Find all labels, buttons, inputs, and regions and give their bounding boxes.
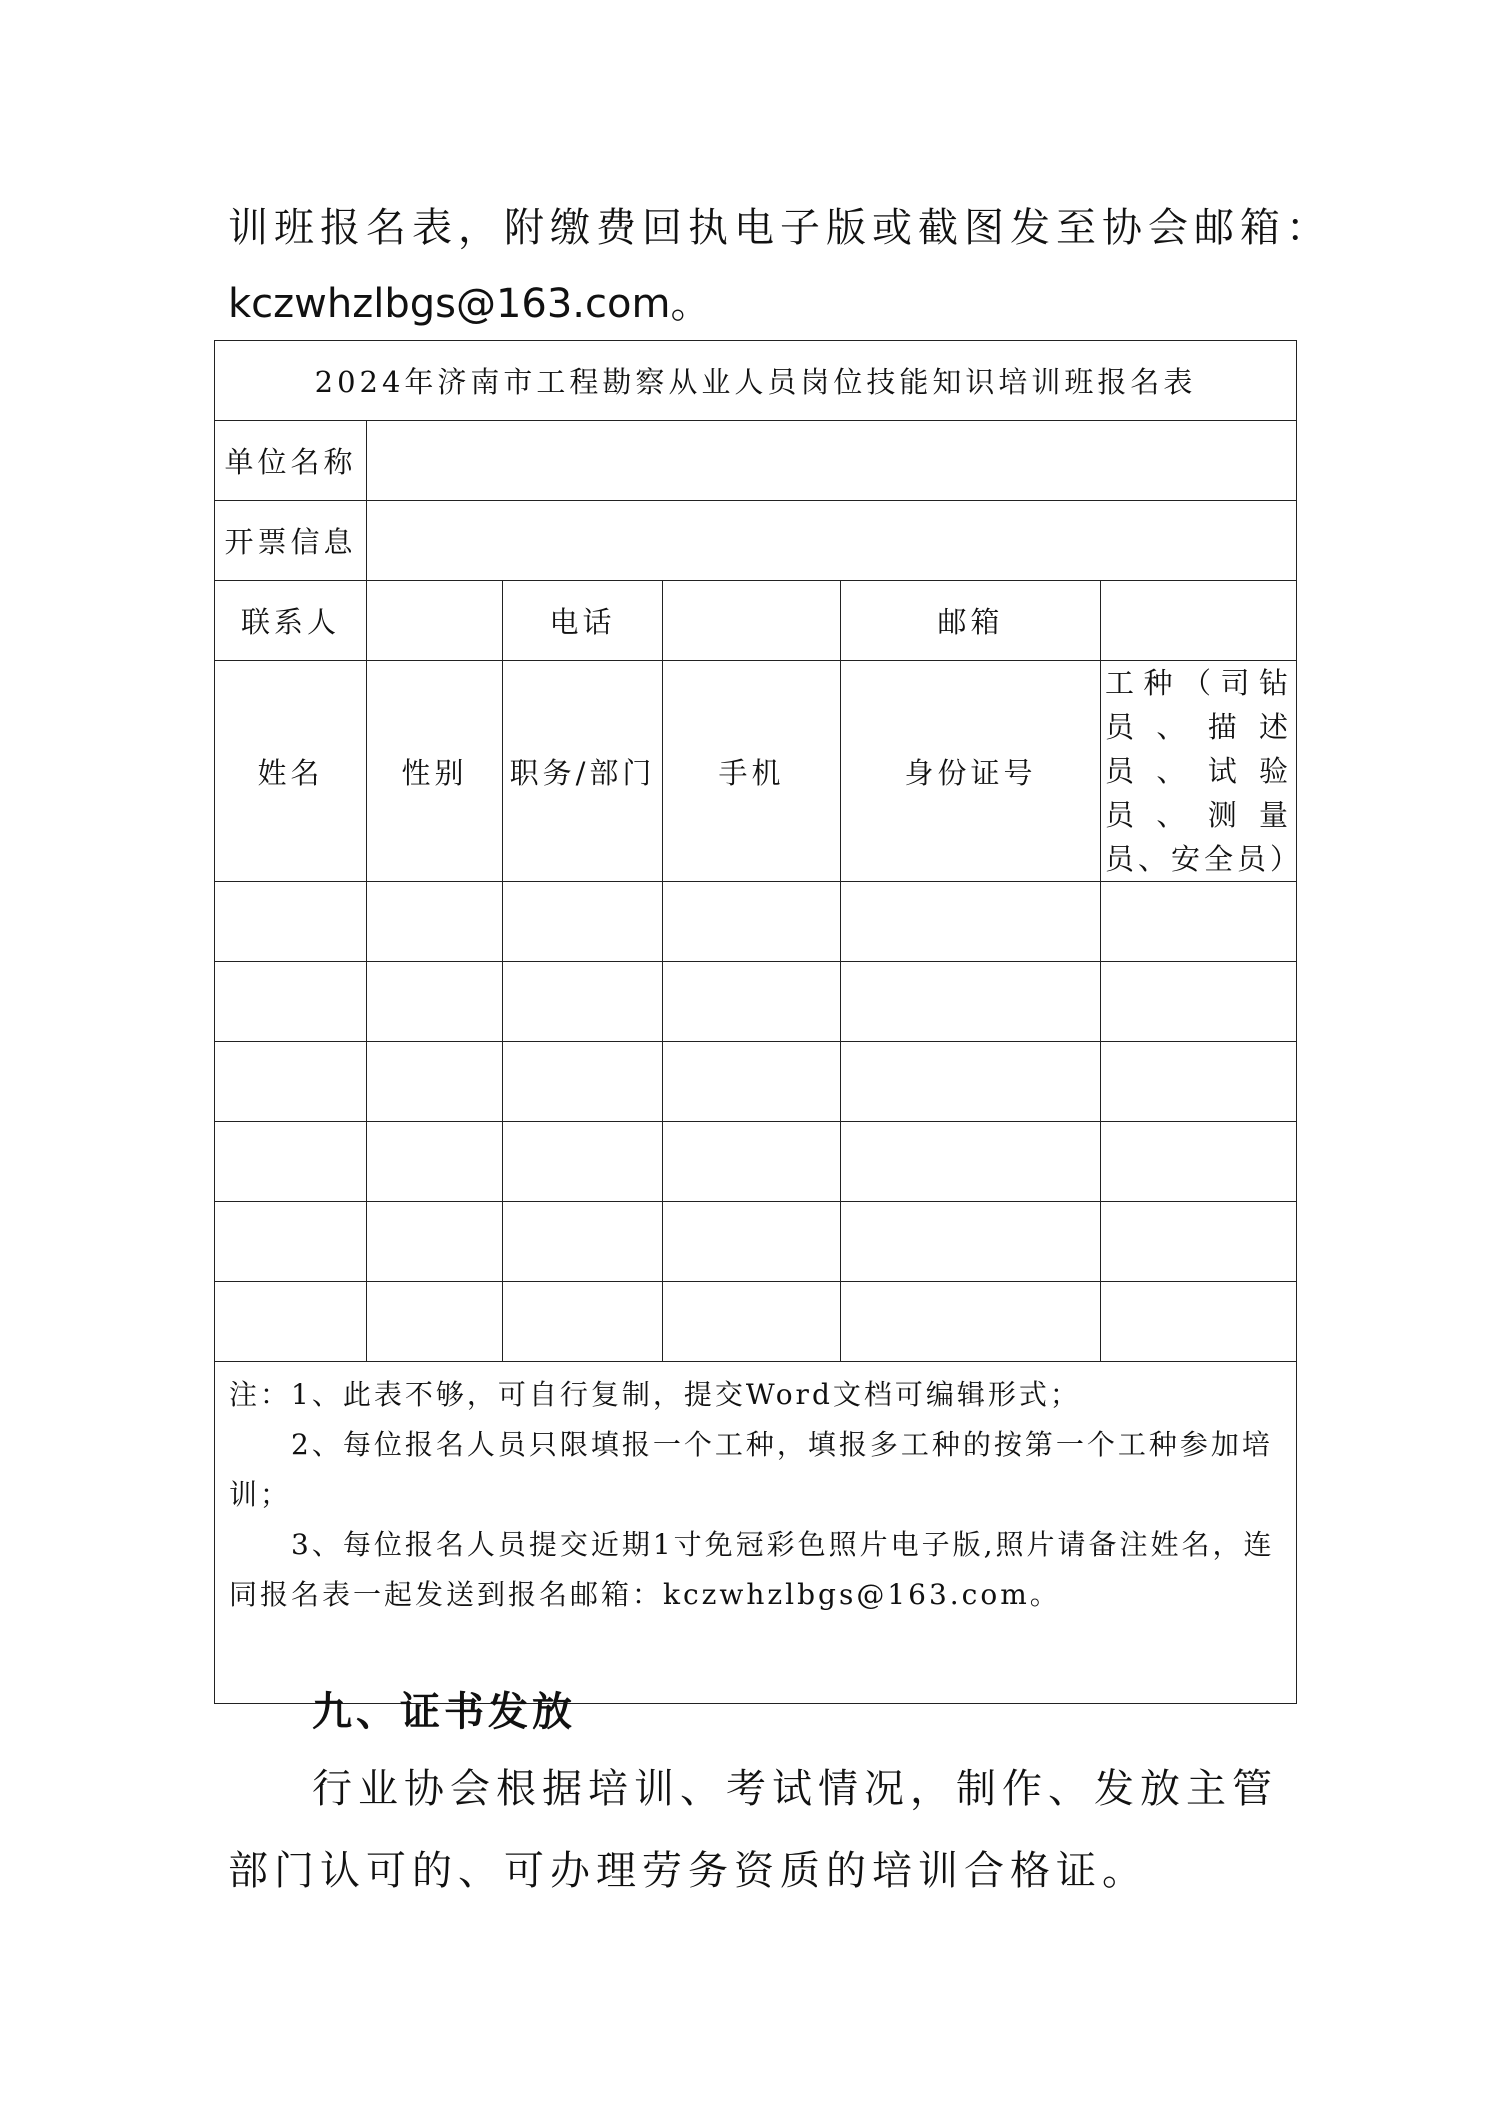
cell[interactable]: [841, 882, 1101, 962]
cell[interactable]: [503, 1202, 663, 1282]
cell[interactable]: [215, 962, 367, 1042]
cell[interactable]: [503, 962, 663, 1042]
table-row: [215, 1042, 1297, 1122]
cell[interactable]: [1101, 1042, 1297, 1122]
cell[interactable]: [663, 882, 841, 962]
cell[interactable]: [841, 1282, 1101, 1362]
intro-line-2-email: kczwhzlbgs@163.com。: [228, 281, 711, 327]
cell[interactable]: [367, 1042, 503, 1122]
cell[interactable]: [367, 882, 503, 962]
table-row: [215, 1202, 1297, 1282]
section-paragraph: 行业协会根据培训、考试情况，制作、发放主管部门认可的、可办理劳务资质的培训合格证。: [228, 1766, 1278, 1894]
cell[interactable]: [367, 962, 503, 1042]
table-row: [215, 1282, 1297, 1362]
cell[interactable]: [215, 1042, 367, 1122]
email-label: 邮箱: [841, 581, 1101, 661]
intro-line-1: 训班报名表，附缴费回执电子版或截图发至协会邮箱：: [228, 205, 1332, 251]
cell[interactable]: [663, 1042, 841, 1122]
col-header-work-type: 工种（司钻员、描述员、试验员、测量员、安全员）: [1101, 661, 1297, 882]
cell[interactable]: [367, 1202, 503, 1282]
unit-name-label: 单位名称: [215, 421, 367, 501]
email-field[interactable]: [1101, 581, 1297, 661]
cell[interactable]: [841, 1202, 1101, 1282]
cell[interactable]: [215, 1122, 367, 1202]
phone-label: 电话: [503, 581, 663, 661]
col-header-name: 姓名: [215, 661, 367, 882]
cell[interactable]: [503, 1282, 663, 1362]
cell[interactable]: [1101, 1202, 1297, 1282]
cell[interactable]: [841, 962, 1101, 1042]
note-3: 3、每位报名人员提交近期1寸免冠彩色照片电子版,照片请备注姓名，连同报名表一起发送到报名邮箱：kczwhzlbgs@163.com。: [229, 1528, 1275, 1611]
registration-form-table: [214, 340, 1304, 1704]
table-row: [215, 882, 1297, 962]
cell[interactable]: [367, 1122, 503, 1202]
cell[interactable]: [503, 882, 663, 962]
unit-name-field[interactable]: [367, 421, 1297, 501]
cell[interactable]: [841, 1042, 1101, 1122]
contact-label: 联系人: [215, 581, 367, 661]
cell[interactable]: [1101, 962, 1297, 1042]
form-title: 2024年济南市工程勘察从业人员岗位技能知识培训班报名表: [215, 341, 1297, 421]
invoice-info-label: 开票信息: [215, 501, 367, 581]
cell[interactable]: [215, 882, 367, 962]
phone-field[interactable]: [663, 581, 841, 661]
section-heading: 九、证书发放: [312, 1689, 576, 1735]
note-2: 2、每位报名人员只限填报一个工种，填报多工种的按第一个工种参加培训；: [229, 1428, 1273, 1511]
cell[interactable]: [1101, 1122, 1297, 1202]
col-header-position: 职务/部门: [503, 661, 663, 882]
invoice-info-field[interactable]: [367, 501, 1297, 581]
contact-field[interactable]: [367, 581, 503, 661]
form-notes: [215, 1362, 1297, 1704]
cell[interactable]: [503, 1042, 663, 1122]
table-row: [215, 962, 1297, 1042]
cell[interactable]: [503, 1122, 663, 1202]
col-header-id-number: 身份证号: [841, 661, 1101, 882]
col-header-mobile: 手机: [663, 661, 841, 882]
cell[interactable]: [215, 1282, 367, 1362]
col-header-gender: 性别: [367, 661, 503, 882]
cell[interactable]: [215, 1202, 367, 1282]
cell[interactable]: [663, 1282, 841, 1362]
note-1: 注：1、此表不够，可自行复制，提交Word文档可编辑形式；: [229, 1378, 1081, 1411]
cell[interactable]: [367, 1282, 503, 1362]
table-row: [215, 1122, 1297, 1202]
cell[interactable]: [663, 1202, 841, 1282]
cell[interactable]: [1101, 882, 1297, 962]
cell[interactable]: [663, 962, 841, 1042]
cell[interactable]: [841, 1122, 1101, 1202]
cell[interactable]: [663, 1122, 841, 1202]
cell[interactable]: [1101, 1282, 1297, 1362]
